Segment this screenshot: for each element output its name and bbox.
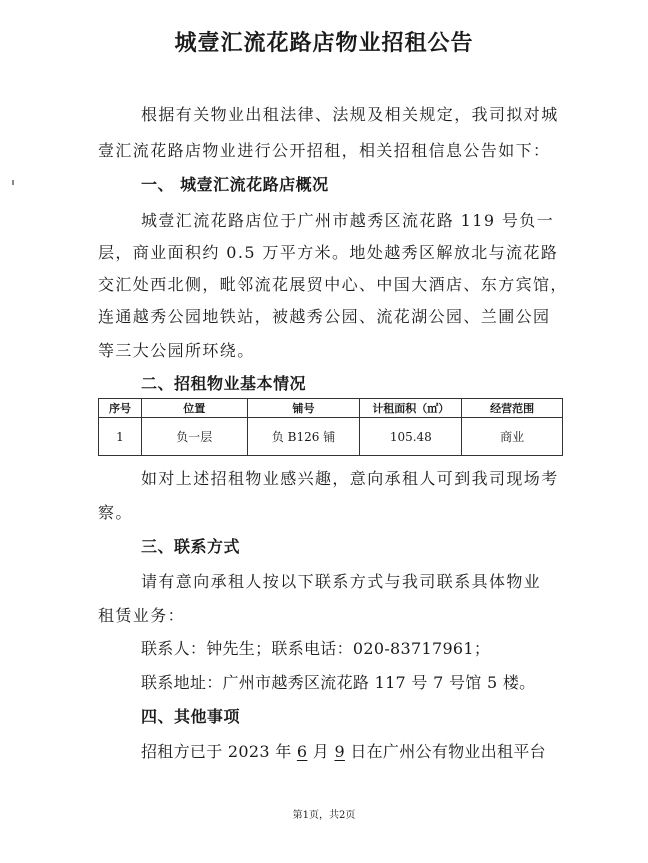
page-footer: 第1页，共2页: [292, 810, 356, 821]
date-prefix: 招租方已于 2023 年: [141, 742, 297, 761]
section-2-after-line-1: 如对上述招租物业感兴趣，意向承租人可到我司现场考: [141, 469, 559, 488]
date-month-suffix: 月: [307, 742, 335, 761]
section-1-line-4: 连通越秀公园地铁站，被越秀公园、流花湖公园、兰圃公园: [98, 307, 551, 326]
section-4-line-1: [141, 739, 546, 762]
intro-line-1: 根据有关物业出租法律、法规及相关规定，我司拟对城: [141, 105, 559, 124]
date-month: 6: [296, 742, 308, 761]
lease-table: [98, 398, 563, 456]
date-suffix: 日在广州公有物业出租平台: [344, 742, 546, 761]
cell-index: 1: [99, 418, 142, 456]
section-3-heading: 三、联系方式: [141, 537, 241, 556]
section-4-heading: 四、其他事项: [141, 707, 241, 726]
section-1-line-3: 交汇处西北侧，毗邻流花展贸中心、中国大酒店、东方宾馆，: [98, 275, 568, 294]
header-location: 位置: [141, 399, 247, 418]
section-1-line-2: 层，商业面积约 0.5 万平方米。地处越秀区解放北与流花路: [98, 243, 559, 262]
section-3-line-2: 租赁业务：: [98, 606, 186, 625]
cell-area: 105.48: [360, 418, 462, 456]
header-business-scope: 经营范围: [462, 399, 563, 418]
scan-mark: [12, 180, 14, 185]
contact-person-line: 联系人：钟先生；联系电话：020-83717961；: [141, 639, 491, 658]
section-3-line-1: 请有意向承租人按以下联系方式与我司联系具体物业: [141, 572, 542, 591]
document-title: 城壹汇流花路店物业招租公告: [174, 31, 474, 56]
table-header-row: [99, 399, 563, 418]
section-1-line-5: 等三大公园所环绕。: [98, 341, 255, 360]
header-unit: 铺号: [247, 399, 360, 418]
table-row: [99, 418, 563, 456]
header-index: 序号: [99, 399, 142, 418]
cell-business-scope: 商业: [462, 418, 563, 456]
section-1-line-1: 城壹汇流花路店位于广州市越秀区流花路 119 号负一: [141, 211, 555, 230]
cell-unit: 负 B126 铺: [247, 418, 360, 456]
section-1-heading: 一、 城壹汇流花路店概况: [141, 175, 329, 194]
section-2-after-line-2: 察。: [98, 503, 133, 522]
intro-line-2: 壹汇流花路店物业进行公开招租，相关招租信息公告如下：: [98, 141, 551, 160]
cell-location: 负一层: [141, 418, 247, 456]
header-area: 计租面积（㎡）: [360, 399, 462, 418]
date-day: 9: [334, 742, 345, 761]
section-2-heading: 二、招租物业基本情况: [141, 374, 307, 393]
contact-address-line: 联系地址：广州市越秀区流花路 117 号 7 号馆 5 楼。: [141, 673, 536, 692]
